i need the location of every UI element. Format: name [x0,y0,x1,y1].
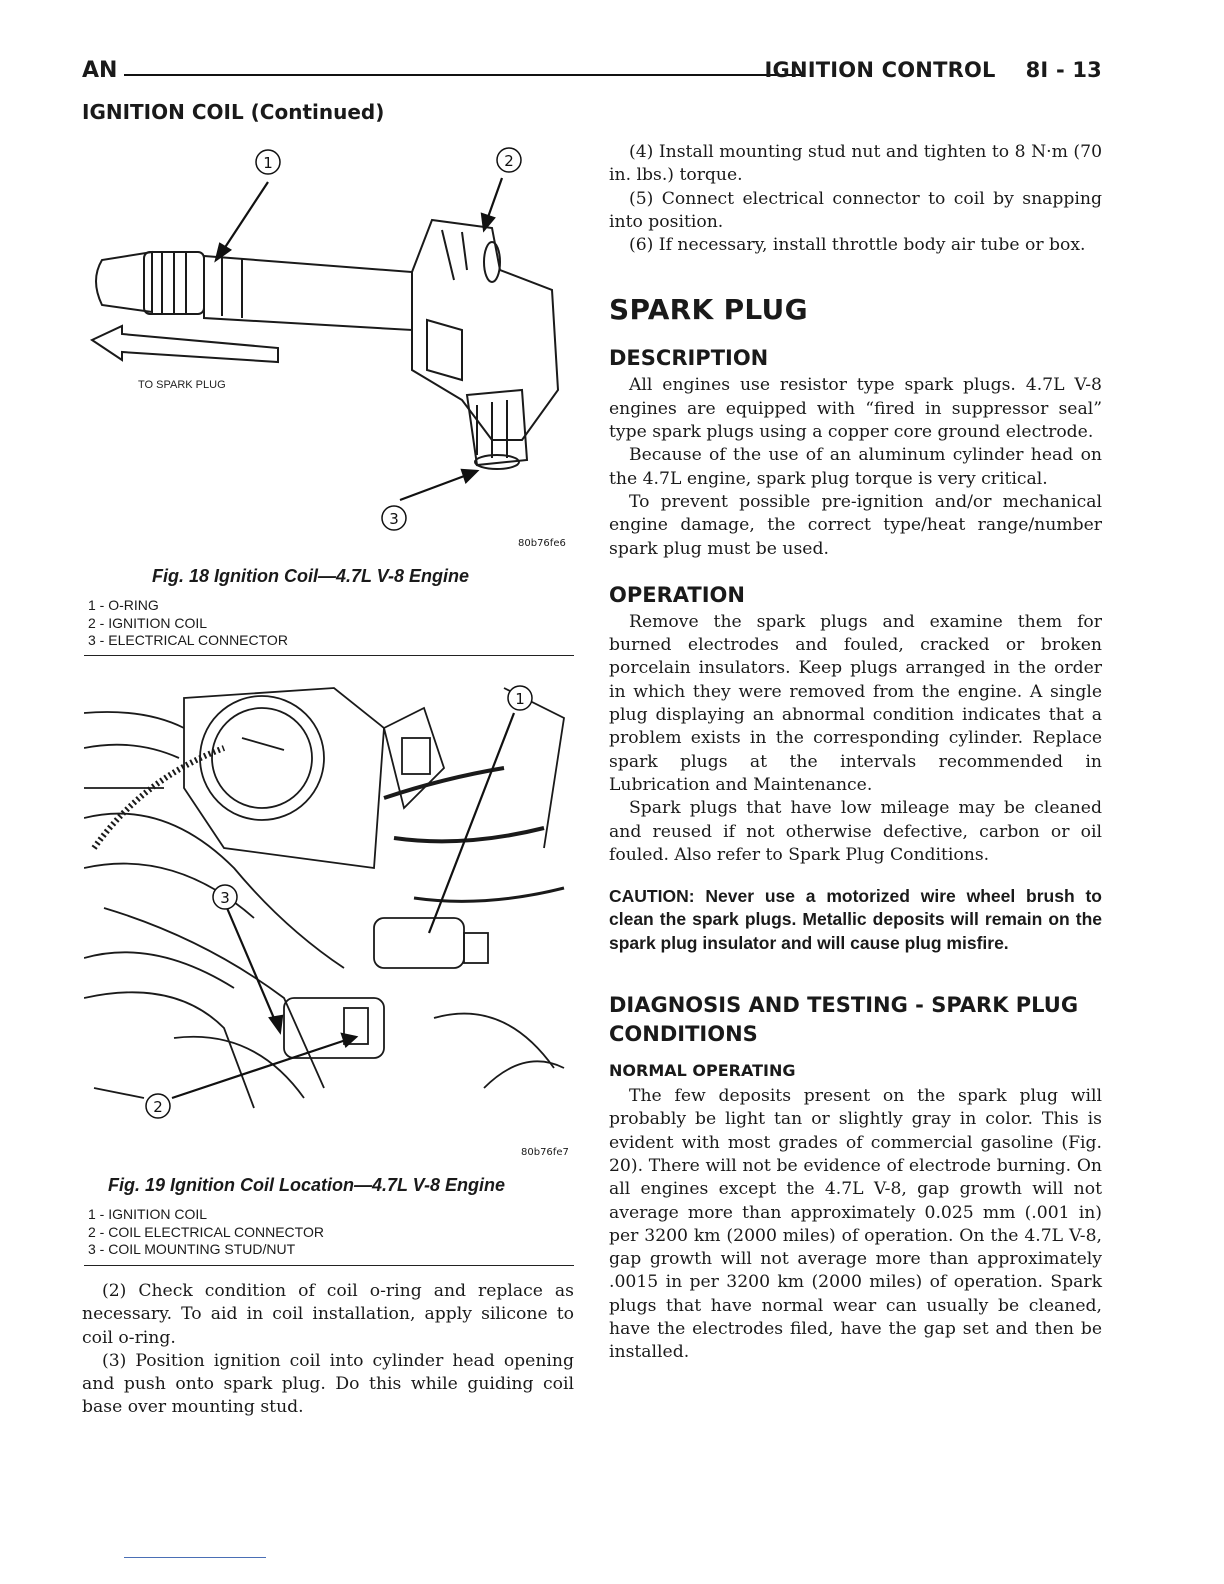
step-6: (6) If necessary, install throttle body air tube or box. [629,235,1086,256]
fig18-caption: Fig. 18 Ignition Coil—4.7L V-8 Engine [152,566,470,586]
caution-note: CAUTION: Never use a motorized wire wheel brush to clean the spark plugs. Metallic deposits will remain on the spark plug insulator and will cause plug misfire. [609,886,1102,953]
legend-item: 1 - O-RING [88,597,159,613]
fig18-callout-1: 1 [263,154,273,172]
footer-rule [124,1557,266,1558]
section-title: IGNITION CONTROL [764,58,996,82]
continued-heading: IGNITION COIL (Continued) [82,100,385,124]
fig19-callout-2: 2 [153,1098,163,1116]
fig19-caption: Fig. 19 Ignition Coil Location—4.7L V-8 Engine [108,1175,506,1195]
figure-18 [82,140,572,560]
header-right [735,58,1102,82]
operation-heading: OPERATION [609,582,745,607]
diagnosis-heading: DIAGNOSIS AND TESTING - SPARK PLUG CONDITIONS [609,993,1079,1047]
step-5: (5) Connect electrical connector to coil by snapping into position. [609,188,1102,232]
normal-operating-para: The few deposits present on the spark plug will probably be light tan or slightly gray in color. This is evident with most grades of commercial gasoline (Fig. 20). There will not be evidence of electrode burning. On all engines except the 4.7L V-8, gap growth will not average more than approximately 0.025 mm (.001 in) per 3200 km (2000 miles) of operation. On the 4.7L V-8, gap growth will not average more than approximately .0015 in per 3200 km (2000 miles) of operation. Spark plugs that have normal wear can usually be cleaned, have the electrodes filed, have the gap set and then be installed. [609,1086,1102,1363]
step-2: (2) Check condition of coil o-ring and replace as necessary. To aid in coil installation, apply silicone to coil o-ring. [82,1281,574,1348]
fig19-callout-3: 3 [220,889,230,907]
fig19-id: 80b76fe7 [521,1147,569,1158]
fig19-callout-1: 1 [515,690,525,708]
legend-item: 3 - COIL MOUNTING STUD/NUT [88,1241,296,1257]
engine-bay-illustration [84,668,574,1133]
legend-item: 3 - ELECTRICAL CONNECTOR [88,632,288,648]
operation-para: Remove the spark plugs and examine them for burned electrodes and fouled, cracked or broken porcelain insulators. Keep plugs arranged in the order in which they were removed from the engine. A single plug displaying an abnormal condition indicates that a problem exists in the corresponding cylinder. Replace spark plugs at the intervals recommended in Lubrication and Maintenance. [609,611,1102,795]
description-heading: DESCRIPTION [609,346,769,371]
fig18-legend [88,597,288,650]
fig19-legend [88,1206,324,1259]
description-para: Because of the use of an aluminum cylinder head on the 4.7L engine, spark plug torque is very critical. [609,445,1102,489]
spark-plug-title: SPARK PLUG [609,293,808,327]
fig18-callout-3: 3 [389,510,399,528]
figure-19 [84,668,574,1133]
left-column-text [82,1280,574,1420]
description-para: All engines use resistor type spark plugs. 4.7L V-8 engines are equipped with “fired in suppressor seal” type spark plugs using a copper core ground electrode. [609,375,1102,443]
fig18-id: 80b76fe6 [518,538,566,549]
normal-operating-heading: NORMAL OPERATING [609,1061,796,1081]
header-rule [124,74,802,76]
fig18-callout-2: 2 [504,152,514,170]
step-3: (3) Position ignition coil into cylinder head opening and push onto spark plug. Do this while guiding coil base over mounting stud. [82,1350,574,1418]
step-4: (4) Install mounting stud nut and tighten to 8 N·m (70 in. lbs.) torque. [609,142,1102,186]
manual-code: AN [82,58,118,83]
to-spark-plug-label: TO SPARK PLUG [138,379,226,391]
right-column [609,141,1102,1365]
page-number: 8I - 13 [1025,58,1102,82]
legend-item: 2 - IGNITION COIL [88,614,208,631]
fig19-divider [84,1265,574,1266]
fig18-divider [84,655,574,656]
operation-para: Spark plugs that have low mileage may be cleaned and reused if not otherwise defective, carbon or oil fouled. Also refer to Spark Plug Conditions. [609,798,1102,865]
legend-item: 1 - IGNITION COIL [88,1206,208,1222]
ignition-coil-illustration [82,140,572,560]
page-header [82,58,1102,88]
legend-item: 2 - COIL ELECTRICAL CONNECTOR [88,1223,324,1240]
description-para: To prevent possible pre-ignition and/or mechanical engine damage, the correct type/heat range/number spark plug must be used. [609,491,1102,559]
